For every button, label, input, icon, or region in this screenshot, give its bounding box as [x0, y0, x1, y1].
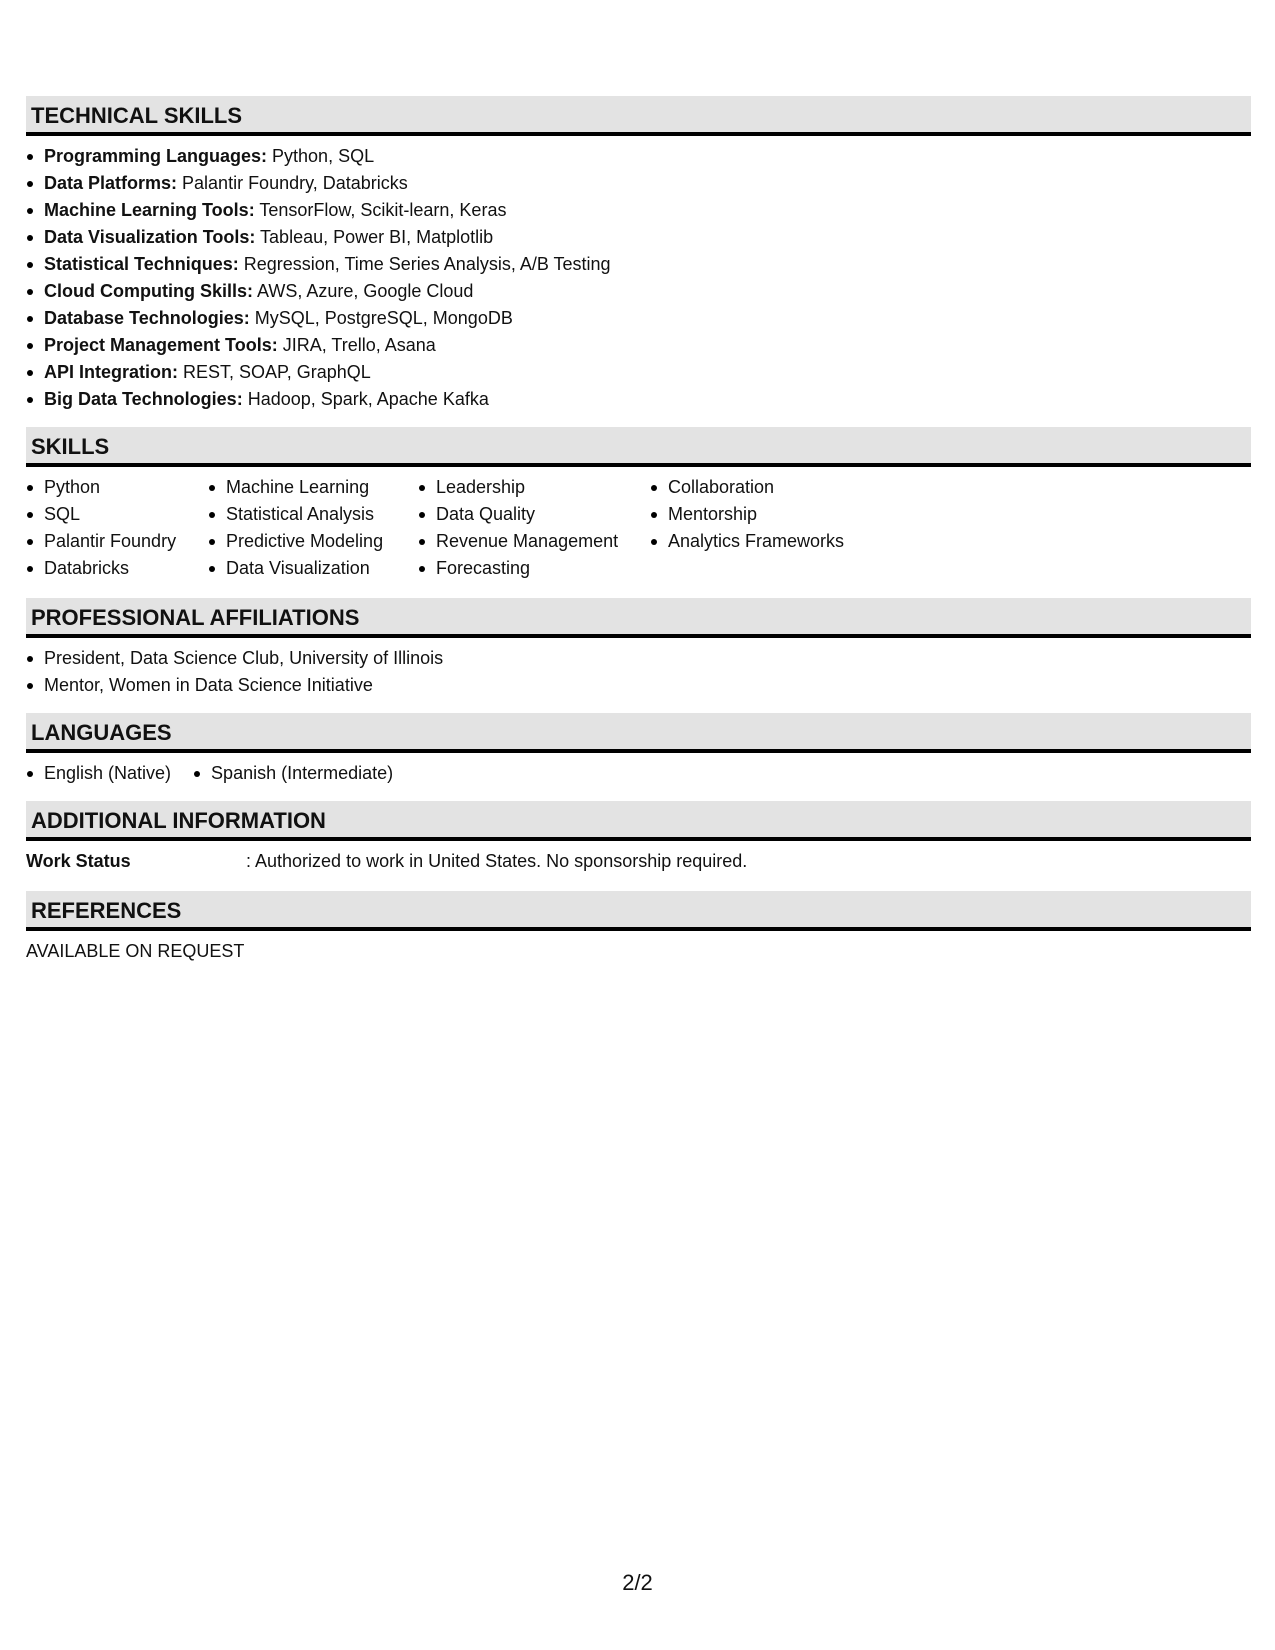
technical-skills-list [26, 143, 1251, 413]
languages-section [26, 753, 1251, 801]
technical-skills-heading: TECHNICAL SKILLS [26, 96, 1251, 136]
references-text: AVAILABLE ON REQUEST [26, 941, 245, 961]
work-status-label: Work Status [26, 851, 131, 871]
technical-skill-item: Statistical Techniques: Regression, Time Series Analysis, A/B Testing [26, 251, 1251, 278]
skill-item: Python [26, 474, 208, 501]
page-number: 2/2 [622, 1570, 653, 1595]
technical-skill-item: Project Management Tools: JIRA, Trello, Asana [26, 332, 1251, 359]
affiliations-list [26, 645, 1251, 699]
technical-skill-item: Machine Learning Tools: TensorFlow, Scikit-learn, Keras [26, 197, 1251, 224]
skills-column-2 [208, 474, 418, 582]
affiliations-heading: PROFESSIONAL AFFILIATIONS [26, 598, 1251, 638]
additional-info-heading: ADDITIONAL INFORMATION [26, 801, 1251, 841]
skills-column-4 [650, 474, 870, 582]
affiliation-item: President, Data Science Club, University of Illinois [26, 645, 1251, 672]
languages-list-2 [193, 760, 393, 787]
technical-skill-item: Cloud Computing Skills: AWS, Azure, Google Cloud [26, 278, 1251, 305]
skill-item: Statistical Analysis [208, 501, 418, 528]
languages-heading: LANGUAGES [26, 713, 1251, 753]
technical-skill-item: Programming Languages: Python, SQL [26, 143, 1251, 170]
affiliations-section [26, 638, 1251, 713]
skill-item: Forecasting [418, 555, 650, 582]
skill-item: Revenue Management [418, 528, 650, 555]
skills-column-1 [26, 474, 208, 582]
technical-skill-item: Big Data Technologies: Hadoop, Spark, Apache Kafka [26, 386, 1251, 413]
skills-heading: SKILLS [26, 427, 1251, 467]
skill-item: SQL [26, 501, 208, 528]
skill-item: Leadership [418, 474, 650, 501]
technical-skills-section [26, 136, 1251, 427]
skill-item: Collaboration [650, 474, 870, 501]
languages-row [26, 760, 1251, 787]
references-heading: REFERENCES [26, 891, 1251, 931]
skill-item: Mentorship [650, 501, 870, 528]
skill-item: Analytics Frameworks [650, 528, 870, 555]
languages-list-1 [26, 760, 171, 787]
technical-skill-item: Database Technologies: MySQL, PostgreSQL, MongoDB [26, 305, 1251, 332]
skill-item: Data Visualization [208, 555, 418, 582]
skill-item: Machine Learning [208, 474, 418, 501]
skills-section [26, 467, 1251, 598]
technical-skill-item: API Integration: REST, SOAP, GraphQL [26, 359, 1251, 386]
skill-item: Data Quality [418, 501, 650, 528]
technical-skill-item: Data Platforms: Palantir Foundry, Databricks [26, 170, 1251, 197]
skills-columns [26, 474, 1251, 582]
skill-item: Predictive Modeling [208, 528, 418, 555]
language-item: Spanish (Intermediate) [193, 760, 393, 787]
skill-item: Palantir Foundry [26, 528, 208, 555]
technical-skill-item: Data Visualization Tools: Tableau, Power BI, Matplotlib [26, 224, 1251, 251]
language-item: English (Native) [26, 760, 171, 787]
skills-column-3 [418, 474, 650, 582]
work-status-value: : Authorized to work in United States. No sponsorship required. [246, 851, 748, 871]
affiliation-item: Mentor, Women in Data Science Initiative [26, 672, 1251, 699]
work-status-row [26, 848, 1251, 875]
skill-item: Databricks [26, 555, 208, 582]
resume-page [26, 96, 1251, 965]
additional-info-section [26, 841, 1251, 891]
